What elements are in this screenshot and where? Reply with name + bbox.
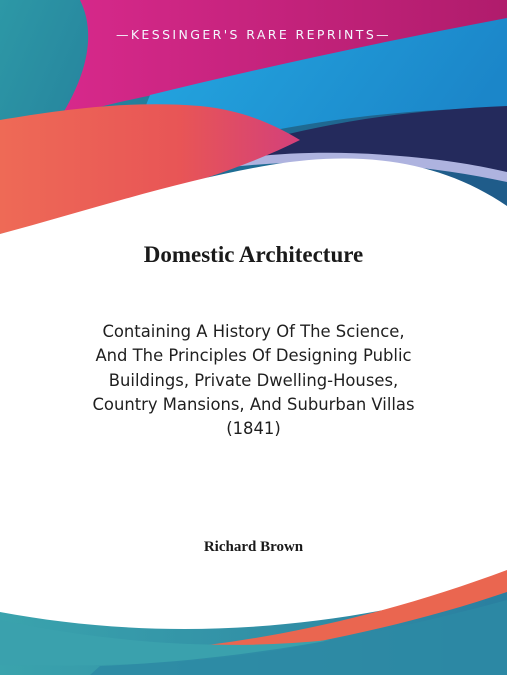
author-name: Richard Brown <box>203 539 304 555</box>
subtitle-line: (1841) <box>226 419 281 439</box>
publisher-banner: —KESSINGER'S RARE REPRINTS— <box>115 27 392 42</box>
subtitle-line: And The Principles Of Designing Public <box>95 346 412 366</box>
book-subtitle <box>40 320 467 441</box>
subtitle-line: Buildings, Private Dwelling-Houses, <box>108 370 399 390</box>
subtitle-line: Country Mansions, And Suburban Villas <box>92 394 415 414</box>
subtitle-line: Containing A History Of The Science, <box>102 322 405 341</box>
book-title: Domestic Architecture <box>143 242 364 267</box>
